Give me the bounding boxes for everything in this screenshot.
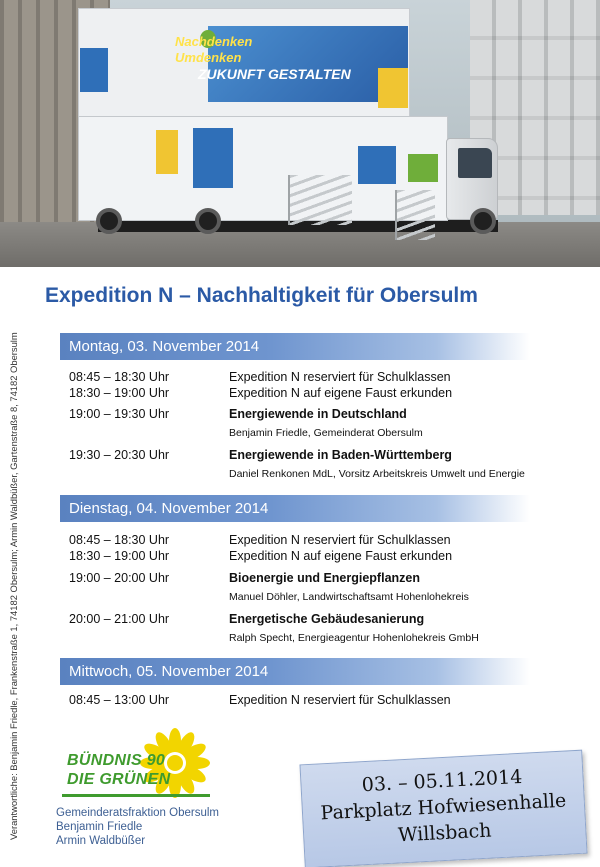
truck-panel	[80, 48, 108, 92]
truck-panel	[156, 130, 178, 174]
logo-underline	[62, 794, 210, 797]
banner-text-3: ZUKUNFT GESTALTEN	[198, 66, 351, 82]
speaker: Daniel Renkonen MdL, Vorsitz Arbeitskreis Umwelt und Energie	[229, 468, 525, 480]
banner-text-2: Umdenken	[175, 50, 242, 65]
event-place: Parkplatz Hofwiesenhalle	[320, 789, 567, 825]
event-title: Bioenergie und Energiepflanzen	[229, 571, 420, 585]
speaker: Benjamin Friedle, Gemeinderat Obersulm	[229, 427, 423, 439]
wheel-icon	[96, 208, 122, 234]
truck-panel	[378, 68, 408, 108]
event-town: Willsbach	[397, 819, 493, 847]
time-slot: 18:30 – 19:00 Uhr	[69, 386, 170, 400]
time-slot: 20:00 – 21:00 Uhr	[69, 612, 170, 626]
event-description: Expedition N reserviert für Schulklassen	[229, 370, 451, 384]
time-slot: 08:45 – 18:30 Uhr	[69, 370, 170, 384]
event-description: Expedition N auf eigene Faust erkunden	[229, 386, 453, 400]
time-slot: 08:45 – 13:00 Uhr	[69, 693, 170, 707]
truck-stairs	[288, 175, 352, 225]
logo-text-line1: BÜNDNIS 90	[67, 752, 166, 769]
event-date-box	[299, 750, 587, 867]
day-header-tuesday: Dienstag, 04. November 2014	[60, 495, 530, 522]
truck-stairs	[395, 190, 435, 240]
speaker: Manuel Döhler, Landwirtschaftsamt Hohenlohekreis	[229, 591, 469, 603]
day-header-wednesday: Mittwoch, 05. November 2014	[60, 658, 530, 685]
event-title: Energiewende in Baden-Württemberg	[229, 448, 452, 462]
event-title: Energetische Gebäudesanierung	[229, 612, 425, 626]
event-title: Energiewende in Deutschland	[229, 407, 407, 421]
logo-text-line2: DIE GRÜNEN	[67, 771, 171, 788]
responsible-persons-note: Verantwortliche: Benjamin Friedle, Frankenstraße 1, 74182 Obersulm; Armin Waldbüßer, Gartenstraße 8, 74182 Obersulm	[8, 332, 19, 840]
time-slot: 19:00 – 19:30 Uhr	[69, 407, 170, 421]
event-description: Expedition N reserviert für Schulklassen	[229, 533, 451, 547]
time-slot: 19:00 – 20:00 Uhr	[69, 571, 170, 585]
banner-text-1: Nachdenken	[175, 34, 253, 49]
truck-panel	[358, 146, 396, 184]
truck-panel	[193, 128, 233, 188]
day-header-monday: Montag, 03. November 2014	[60, 333, 530, 360]
hero-photo	[0, 0, 600, 267]
truck-panel	[408, 154, 438, 182]
speaker: Ralph Specht, Energieagentur Hohenlohekreis GmbH	[229, 632, 479, 644]
faction-name: Gemeinderatsfraktion Obersulm	[56, 807, 219, 819]
page-title: Expedition N – Nachhaltigkeit für Obersulm	[45, 284, 478, 307]
time-slot: 18:30 – 19:00 Uhr	[69, 549, 170, 563]
time-slot: 08:45 – 18:30 Uhr	[69, 533, 170, 547]
faction-member: Armin Waldbüßer	[56, 835, 146, 847]
event-dates: 03. – 05.11.2014	[361, 765, 523, 797]
event-description: Expedition N reserviert für Schulklassen	[229, 693, 451, 707]
faction-member: Benjamin Friedle	[56, 821, 143, 833]
wheel-icon	[470, 208, 496, 234]
wheel-icon	[195, 208, 221, 234]
truck-windshield	[458, 148, 492, 178]
time-slot: 19:30 – 20:30 Uhr	[69, 448, 170, 462]
event-description: Expedition N auf eigene Faust erkunden	[229, 549, 453, 563]
